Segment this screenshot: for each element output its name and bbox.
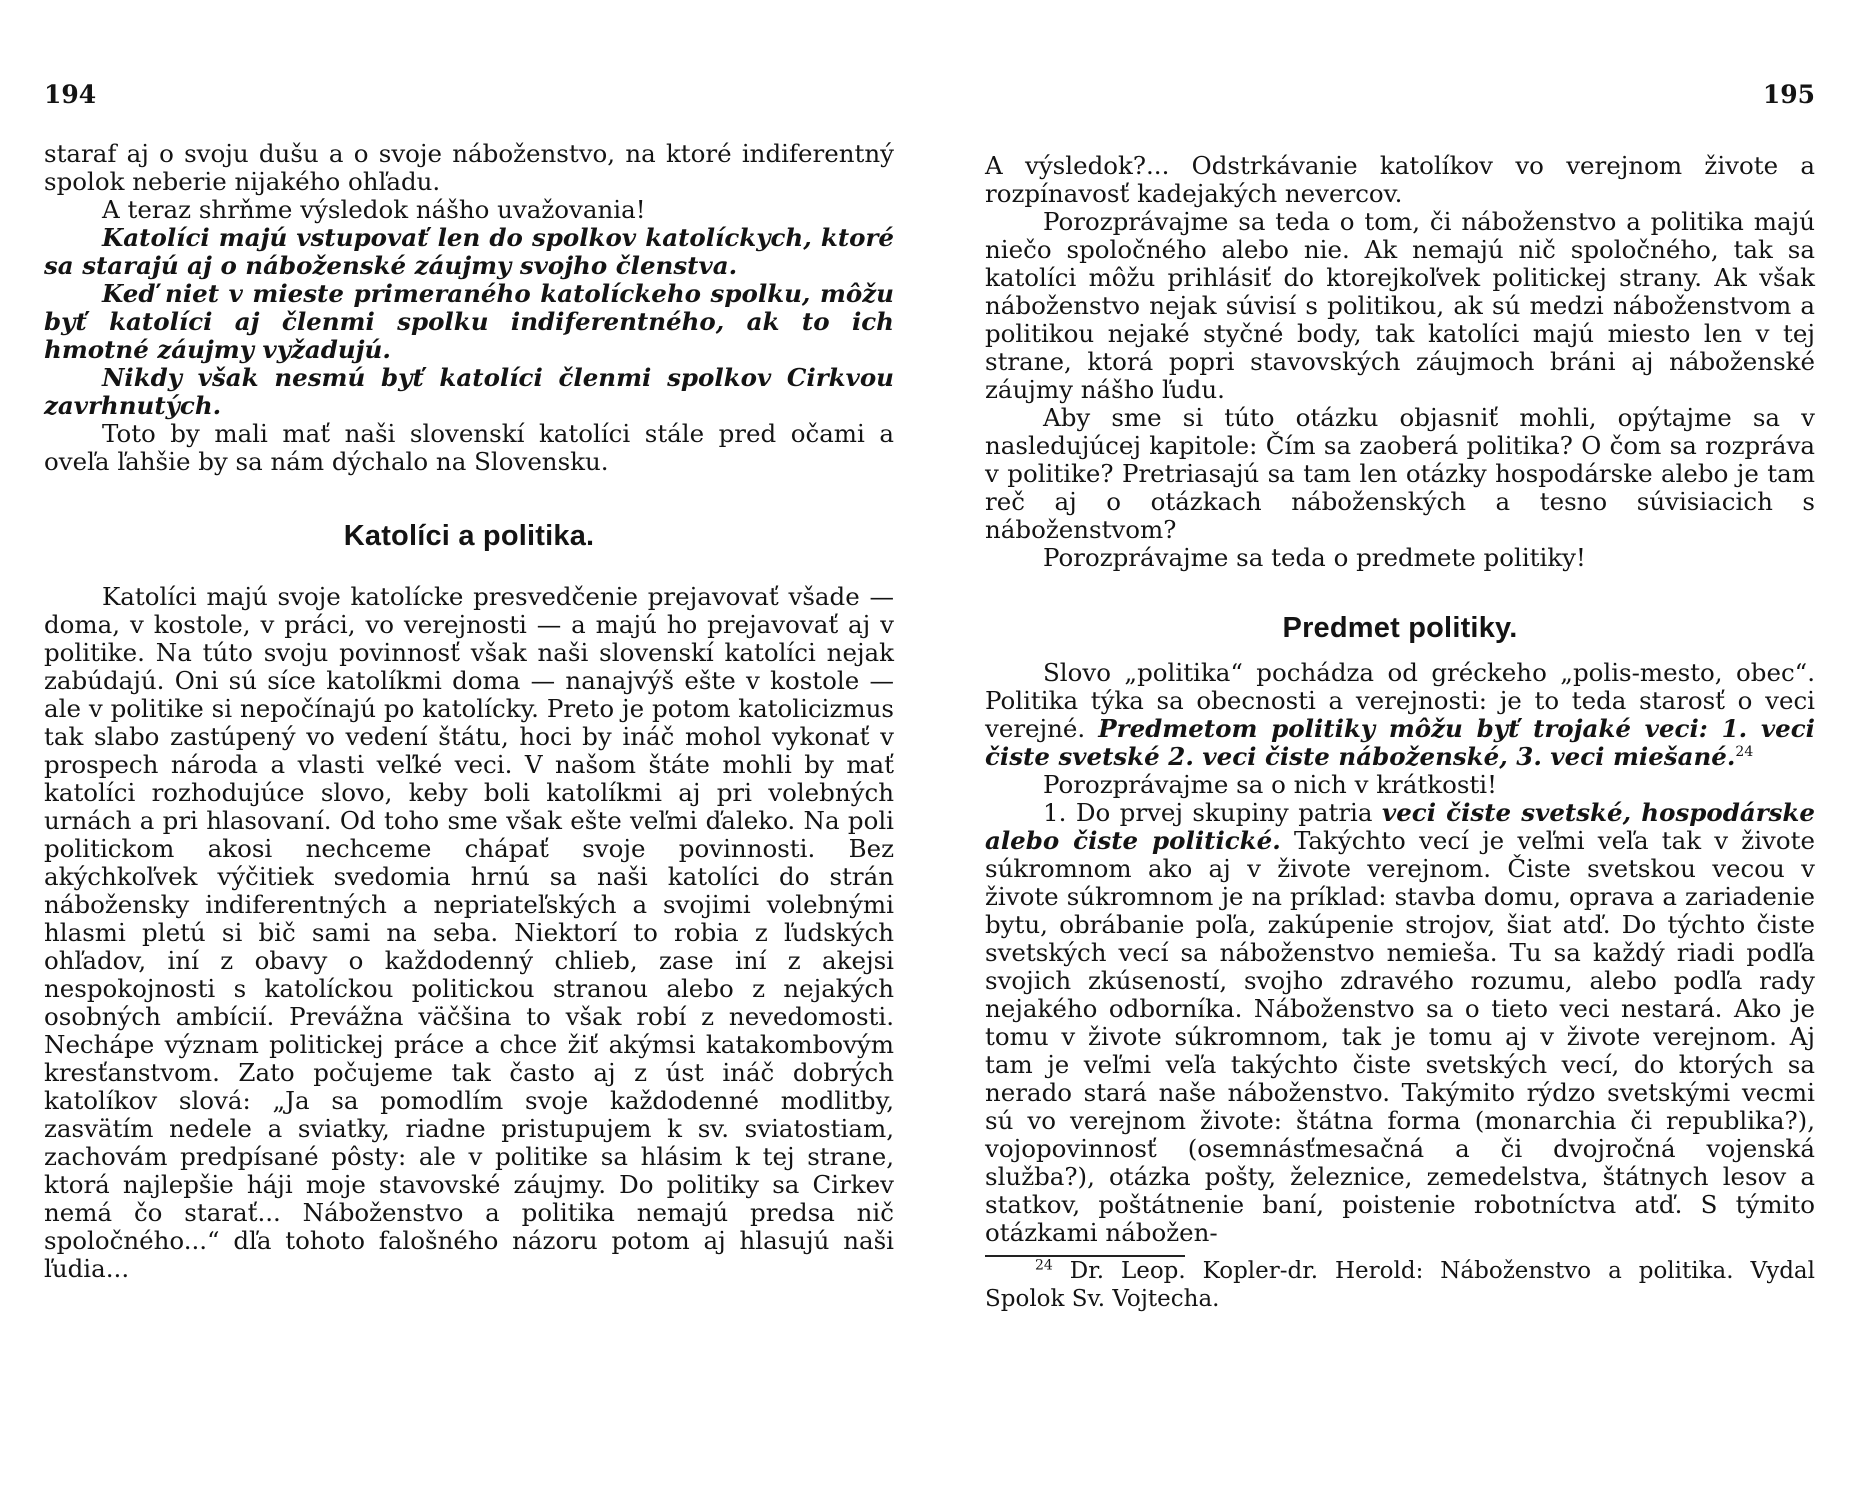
right-text-column [985, 152, 1815, 1313]
left-text-column [44, 140, 894, 1283]
emphasis-paragraph: Nikdy však nesmú byť katolíci členmi spolkov Cirkvou zavrhnutých. [44, 363, 894, 420]
paragraph: Katolíci majú svoje katolícke presvedčenie prejavovať všade — doma, v kostole, v práci, vo verejnosti — a majú ho prejavovať aj v politike. Na túto svoju povinnosť však naši slovenskí katolíci nejak zabúdajú. Oni sú síce katolíkmi doma — nanajvýš ešte v kostole — ale v politike si nepočínajú po katolícky. Preto je potom katolicizmus tak slabo zastúpený vo vedení štátu, hoci by ináč mohol vykonať v prospech národa a vlasti veľké veci. V našom štáte mohli by mať katolíci rozhodujúce slovo, keby boli katolíkmi aj pri volebných urnách a pri hlasovaní. Od toho sme však ešte veľmi ďaleko. Na poli politickom akosi nechceme chápať svoje povinnosti. Bez akýchkoľvek výčitiek svedomia hrnú sa naši katolíci do strán nábožensky indiferentných a nepriateľských a svojimi volebnými hlasmi pletú si bič sami na seba. Niektorí to robia z ľudských ohľadov, iní z obavy o každodenný chlieb, zase iní z akejsi nespokojnosti s katolíckou politickou stranou alebo z nejakých osobných ambícií. Prevážna väčšina to však robí z nevedomosti. Nechápe význam politickej práce a chce žiť akýmsi katakombovým kresťanstvom. Zato počujeme tak často aj z úst ináč dobrých katolíkov slová: „Ja sa pomodlím svoje každodenné modlitby, zasvätím nedele a sviatky, riadne pristupujem k sv. sviatostiam, zachovám predpísané pôsty: ale v politike sa hlásim k tej strane, ktorá najlepšie háji moje stavovské záujmy. Do politiky sa Cirkev nemá čo starať... Náboženstvo a politika nemajú predsa nič spoločného...“ dľa tohoto falošného názoru potom aj hlasujú naši ľudia... [44, 582, 894, 1283]
page-number: 195 [1762, 80, 1815, 109]
footnote-number: 24 [1035, 1257, 1053, 1274]
paragraph: Porozprávajme sa teda o predmete politiky! [1043, 543, 1586, 572]
section-heading: Predmet politiky. [1282, 612, 1518, 644]
footnote-reference: 24 [1735, 743, 1754, 760]
paragraph [985, 799, 1815, 1247]
paragraph-text: 1. Do prvej skupiny patria [1043, 798, 1382, 827]
paragraph: staraf aj o svoju dušu a o svoje náboženstvo, na ktoré indiferentný spolok neberie nijakého ohľadu. [44, 139, 894, 196]
paragraph: Toto by mali mať naši slovenskí katolíci stále pred očami a oveľa ľahšie by sa nám dýchalo na Slovensku. [44, 419, 894, 476]
paragraph: A teraz shrňme výsledok nášho uvažovania! [102, 195, 646, 224]
emphasis-text: Predmetom politiky môžu byť trojaké veci: 1. veci čiste svetské 2. veci čiste náboženské, 3. veci miešané. [985, 714, 1815, 771]
section-heading: Katolíci a politika. [343, 520, 595, 552]
paragraph: A výsledok?... Odstrkávanie katolíkov vo verejnom živote a rozpínavosť kadejakých nevercov. [985, 151, 1815, 208]
footnote [985, 1257, 1815, 1313]
paragraph-text: Slovo „politika“ pochádza od gréckeho „polis-mesto, obec“. Politika týka sa obecnosti a verejnosti: je to teda starosť o veci verejné. [985, 658, 1815, 743]
paragraph [985, 659, 1815, 771]
emphasis-text: veci čiste svetské, hospodárske alebo čiste politické. [985, 798, 1815, 855]
footnote-text: Dr. Leop. Kopler-dr. Herold: Náboženstvo a politika. Vydal Spolok Sv. Vojtecha. [985, 1258, 1815, 1312]
paragraph-text: Takýchto vecí je veľmi veľa tak v živote súkromnom ako aj v živote verejnom. Čiste svetskou vecou v živote súkromnom je na príklad: stavba domu, oprava a zariadenie bytu, obrábanie poľa, zakúpenie strojov, šiat atď. Do týchto čiste svetských vecí sa náboženstvo nemieša. Tu sa každý riadi podľa svojich zkúseností, svojho zdravého rozumu, alebo podľa rady nejakého odborníka. Náboženstvo sa o tieto veci nestará. Ako je tomu v živote súkromnom, tak je tomu aj v živote verejnom. Aj tam je veľmi veľa takýchto čiste svetských vecí, do ktorých sa nerado stará naše náboženstvo. Takýmito rýdzo svetskými vecmi sú vo verejnom živote: štátna forma (monarchia či republika?), vojopovinnosť (osemnásťmesačná a či dvojročná vojenská služba?), otázka pošty, železnice, zemedelstva, štátnych lesov a statkov, poštátnenie baní, poistenie robotníctva atď. S týmito otázkami nábožen- [985, 826, 1815, 1247]
paragraph: Aby sme si túto otázku objasniť mohli, opýtajme sa v nasledujúcej kapitole: Čím sa zaoberá politika? O čom sa rozpráva v politike? Pretriasajú sa tam len otázky hospodárske alebo je tam reč aj o otázkach náboženských a tesno súvisiacich s náboženstvom? [985, 403, 1815, 544]
page-number: 194 [44, 80, 97, 109]
paragraph: Porozprávajme sa o nich v krátkosti! [1043, 770, 1497, 799]
emphasis-paragraph: Katolíci majú vstupovať len do spolkov katolíckych, ktoré sa starajú aj o náboženské záujmy svojho členstva. [44, 223, 894, 280]
emphasis-paragraph: Keď niet v mieste primeraného katolíckeho spolku, môžu byť katolíci aj členmi spolku indiferentného, ak to ich hmotné záujmy vyžadujú. [44, 279, 894, 364]
paragraph: Porozprávajme sa teda o tom, či náboženstvo a politika majú niečo spoločného alebo nie. Ak nemajú nič spoločného, tak sa katolíci môžu prihlásiť do ktorejkoľvek politickej strany. Ak však náboženstvo nejak súvisí s politikou, ak sú medzi náboženstvom a politikou nejaké styčné body, tak katolíci majú miesto len v tej strane, ktorá popri stavovských záujmoch bráni aj náboženské záujmy nášho ľudu. [985, 207, 1815, 404]
